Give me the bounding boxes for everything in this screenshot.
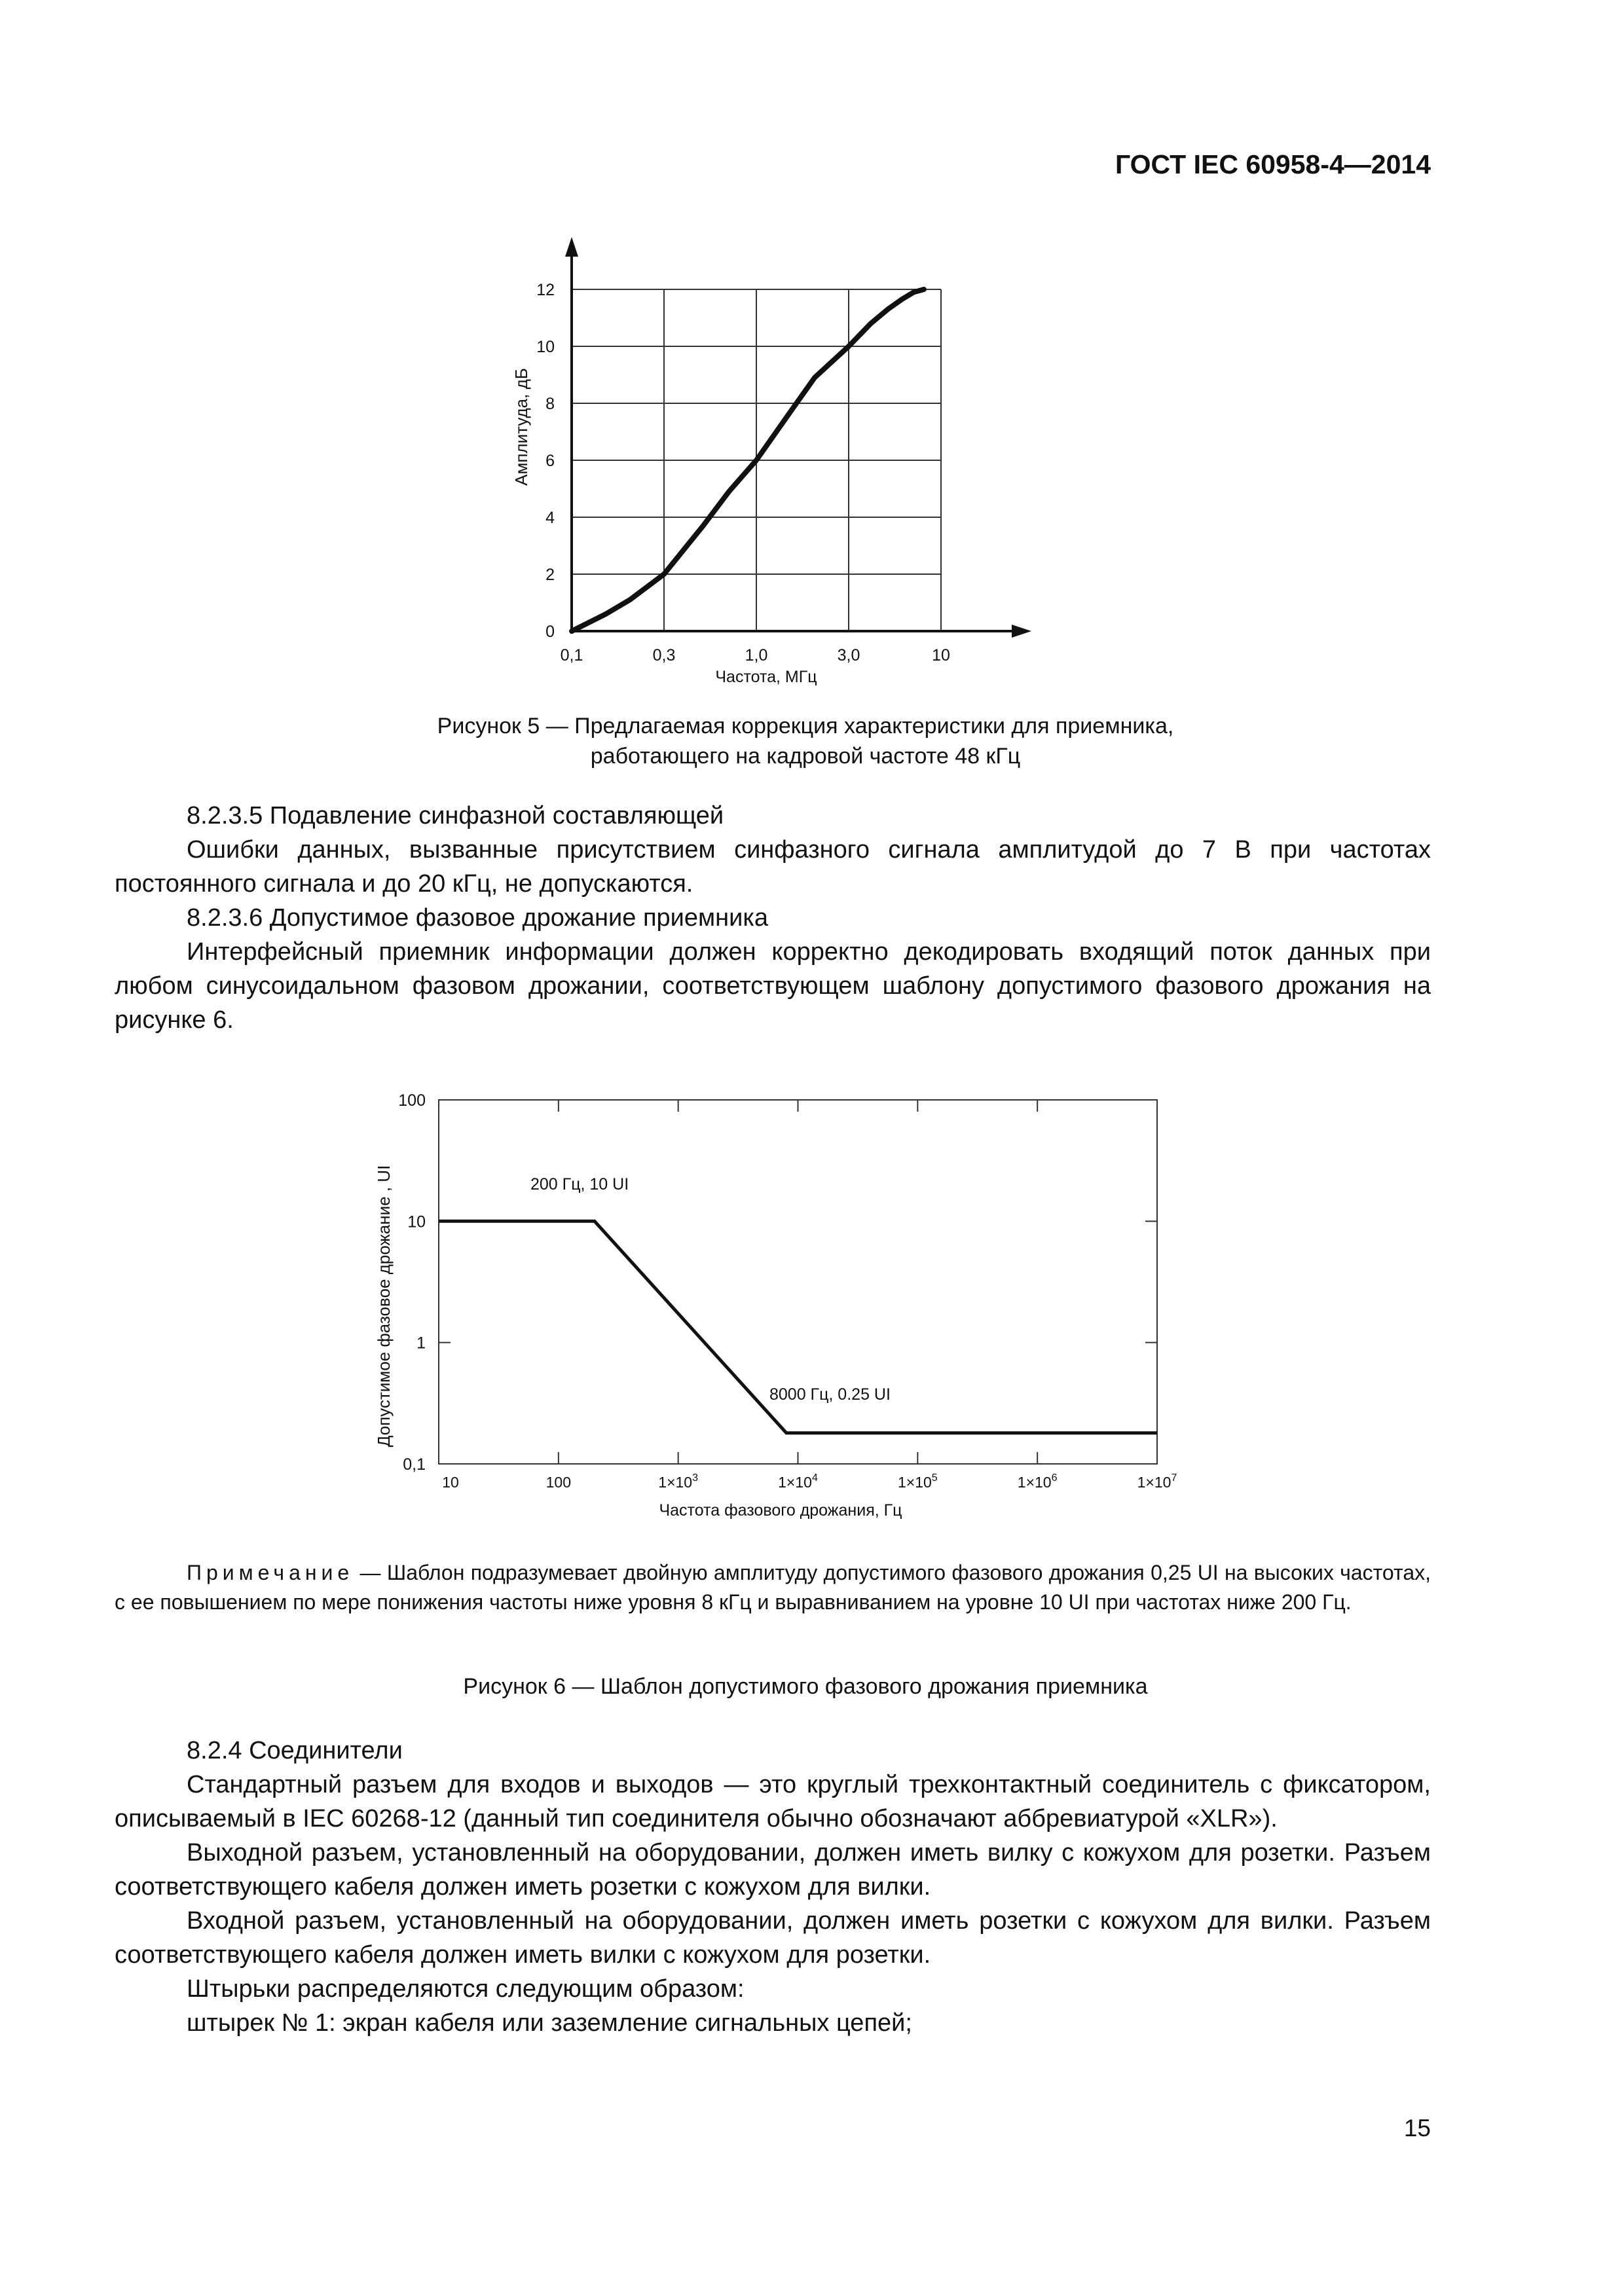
section-8-2-4 <box>115 1734 1431 2040</box>
sections-8-2-3 <box>115 799 1431 1037</box>
page-number: 15 <box>1403 2115 1431 2141</box>
fig5-y-tick-label: 0 <box>545 623 555 641</box>
figure-6-caption: Рисунок 6 — Шаблон допустимого фазового дрожания приемника <box>463 1674 1148 1699</box>
figure-5-chart <box>498 230 1048 689</box>
note-text: — Шаблон подразумевает двойную амплитуду допустимого фазового дрожания 0,25 UI на высоких частотах, с ее повышением по мере понижения частоты ниже уровня 8 кГц и выравниванием на уровне 10 UI при частотах ниже 200 Гц. <box>115 1561 1431 1614</box>
figure-5-caption-line1: Рисунок 5 — Предлагаемая коррекция характеристики для приемника, <box>437 714 1174 738</box>
fig6-x-tick-label: 10 <box>442 1474 459 1491</box>
figure-6-note <box>115 1558 1431 1617</box>
section-824-p1: Стандартный разъем для входов и выходов — это круглый трехконтактный соединитель с фиксатором, описываемый в IEC 60268-12 (данный тип соединителя обычно обозначают аббревиатурой «XLR»). <box>115 1771 1431 1832</box>
fig5-y-tick-label: 2 <box>545 566 555 584</box>
fig5-y-arrow <box>565 237 578 257</box>
section-824-p4: Штырьки распределяются следующим образом: <box>187 1975 745 2003</box>
section-8235-text: Ошибки данных, вызванные присутствием синфазного сигнала амплитудой до 7 В при частотах постоянного сигнала и до 20 кГц, не допускаются. <box>115 836 1431 898</box>
fig5-y-tick-label: 10 <box>536 338 555 356</box>
fig5-y-tick-label: 8 <box>545 395 555 413</box>
note-label: Примечание <box>187 1561 354 1584</box>
fig6-x-tick-label: $1\times 10^4$ <box>778 1472 818 1491</box>
figure-5-caption <box>301 712 1310 772</box>
section-824-title: 8.2.4 Соединители <box>187 1737 403 1764</box>
fig6-y-tick-label: 1 <box>416 1334 426 1353</box>
fig6-x-tick-exponent: 5 <box>931 1472 938 1484</box>
figure-6-annotation-8000hz: 8000 Гц, 0.25 UI <box>769 1385 891 1404</box>
fig6-y-tick-label: 0,1 <box>403 1455 426 1474</box>
figure-6-ticks <box>398 1091 1177 1491</box>
figure-5-ylabel: Амплитуда, дБ <box>511 368 531 486</box>
fig5-x-tick-label: 0,1 <box>560 646 583 665</box>
figure-6-frame <box>439 1100 1157 1464</box>
fig6-x-tick-label: $1\times 10^3$ <box>658 1472 699 1491</box>
figure-6-xlabel: Частота фазового дрожания, Гц <box>659 1501 902 1520</box>
figure-5-caption-line2: работающего на кадровой частоте 48 кГц <box>590 743 1021 769</box>
section-824-p2: Выходной разъем, установленный на оборудовании, должен иметь вилку с кожухом для розетки. Разъем соответствующего кабеля должен иметь розетки с кожухом для вилки. <box>115 1839 1431 1901</box>
figure-5-xlabel: Частота, МГц <box>715 668 817 686</box>
fig6-x-tick-label: $1\times 10^5$ <box>897 1472 938 1491</box>
fig5-x-tick-label: 1,0 <box>745 646 768 665</box>
fig6-y-tick-label: 100 <box>398 1091 426 1110</box>
fig5-x-tick-label: 10 <box>932 646 950 665</box>
fig5-y-tick-label: 4 <box>545 509 555 527</box>
figure-5-axes <box>565 237 1031 638</box>
fig6-x-tick-exponent: 3 <box>692 1472 699 1484</box>
section-8236-text: Интерфейсный приемник информации должен корректно декодировать входящий поток данных при любом синусоидальном фазовом дрожании, соответствующем шаблону допустимого фазового дрожания на рисунке 6. <box>115 938 1431 1034</box>
fig6-y-tick-label: 10 <box>407 1212 426 1231</box>
fig5-y-tick-label: 6 <box>545 452 555 470</box>
document-code: ГОСТ IEC 60958-4—2014 <box>1115 149 1431 179</box>
fig6-x-tick-exponent: 4 <box>811 1472 818 1484</box>
section-824-p3: Входной разъем, установленный на оборудовании, должен иметь розетки с кожухом для вилки. Разъем соответствующего кабеля должен иметь вилки с кожухом для розетки. <box>115 1907 1431 1969</box>
fig5-y-tick-label: 12 <box>536 281 555 299</box>
fig6-x-tick-exponent: 7 <box>1171 1472 1177 1484</box>
figure-6-chart <box>363 1074 1189 1532</box>
fig6-x-tick-exponent: 6 <box>1051 1472 1058 1484</box>
figure-6-ylabel: Допустимое фазовое дрожание , UI <box>374 1165 394 1448</box>
section-824-p5: штырек № 1: экран кабеля или заземление сигнальных цепей; <box>187 2009 912 2037</box>
section-8236-title: 8.2.3.6 Допустимое фазовое дрожание приемника <box>187 904 768 932</box>
fig6-x-tick-label: $1\times 10^6$ <box>1017 1472 1058 1491</box>
fig6-x-tick-label: 100 <box>545 1474 572 1491</box>
fig5-x-arrow <box>1012 625 1031 638</box>
fig6-x-tick-label: $1\times 10^7$ <box>1137 1472 1177 1491</box>
figure-6-annotation-200hz: 200 Гц, 10 UI <box>530 1175 629 1194</box>
section-8235-title: 8.2.3.5 Подавление синфазной составляющей <box>187 802 724 829</box>
fig5-x-tick-label: 0,3 <box>652 646 676 665</box>
fig5-x-tick-label: 3,0 <box>837 646 860 665</box>
